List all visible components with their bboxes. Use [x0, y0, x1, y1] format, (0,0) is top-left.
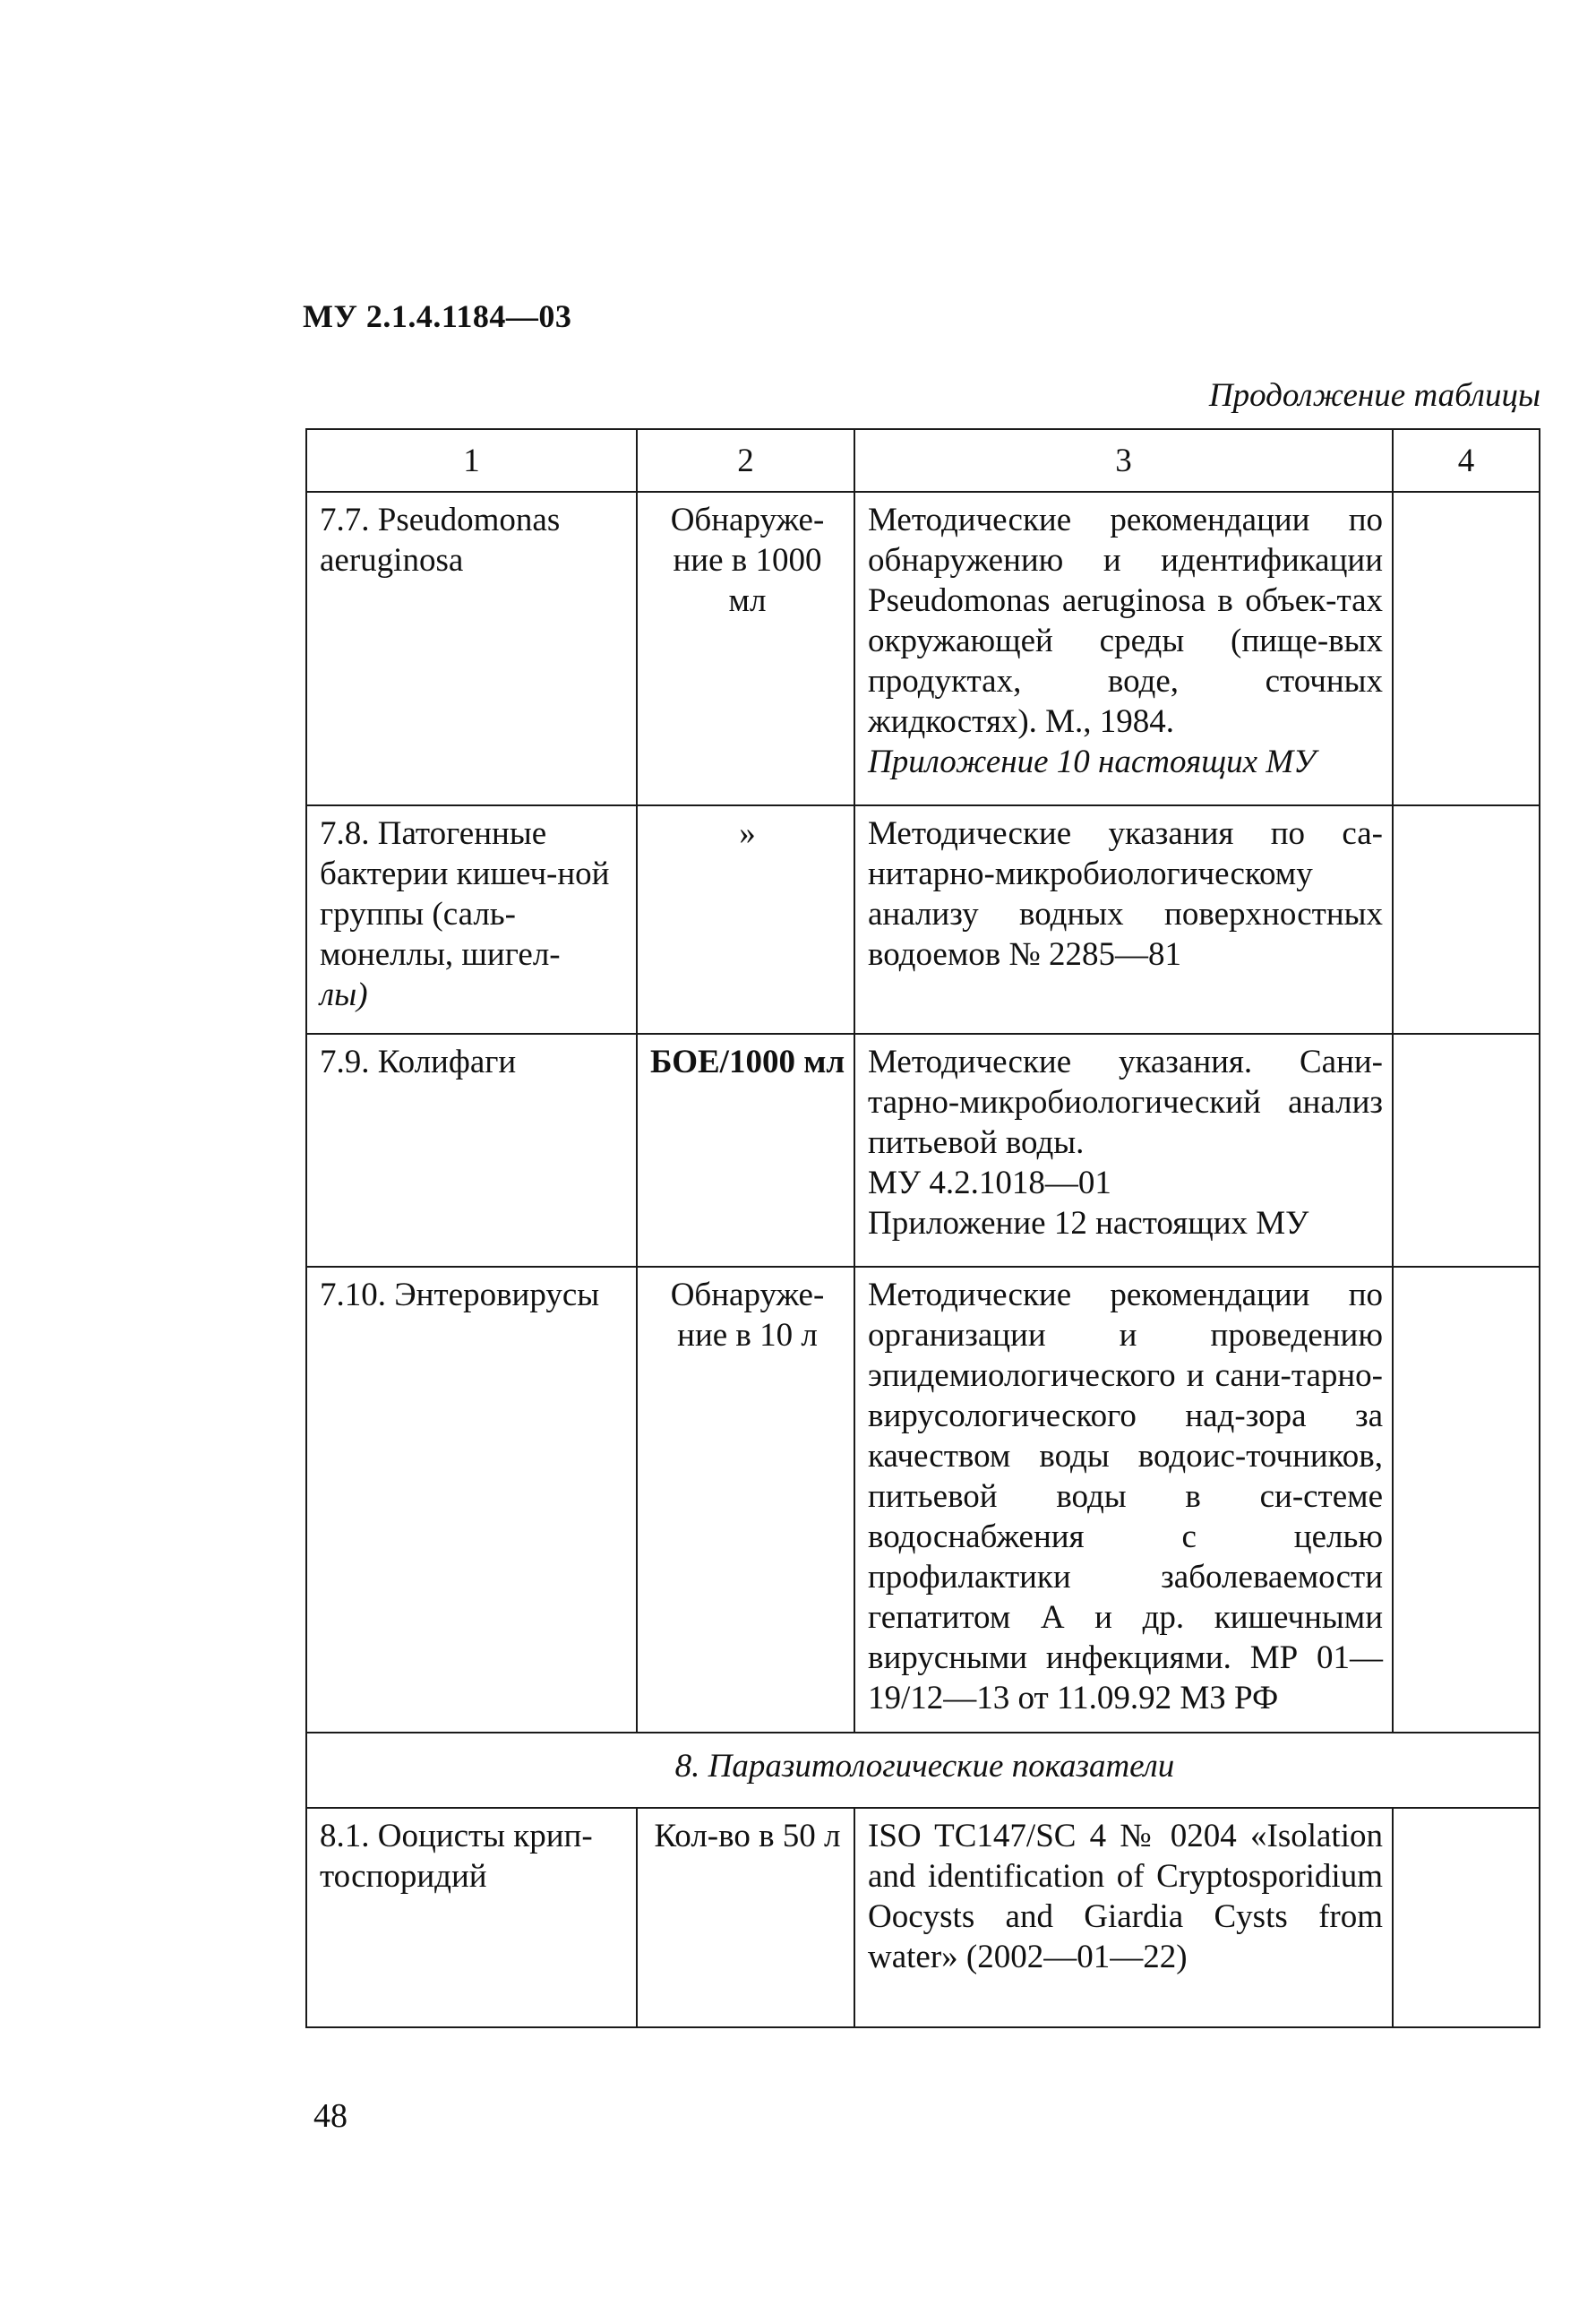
section-row: [306, 1733, 1540, 1808]
table-continuation-label: Продолжение таблицы: [1208, 377, 1540, 414]
unit-cell: Обнаруже-ние в 10 л: [637, 1267, 854, 1733]
method-reference: МУ 4.2.1018—01: [868, 1165, 1111, 1201]
column-header-3: 3: [854, 429, 1393, 492]
table-row: [306, 805, 1540, 1034]
standards-table: [305, 428, 1540, 2028]
method-text: Методические указания. Сани-тарно-микробиологический анализ питьевой воды.: [868, 1044, 1383, 1161]
table-row: [306, 1808, 1540, 2027]
unit-cell: »: [637, 805, 854, 1034]
indicator-cell: 7.10. Энтеровирусы: [306, 1267, 637, 1733]
table-header-row: [306, 429, 1540, 492]
method-text: Методические рекомендации по обнаружению и идентификации Pseudomonas aeruginosa в объек-тах окружающей среды (пище-вых продуктах, воде, сточных жидкостях). М., 1984.: [868, 502, 1383, 740]
column-header-1: 1: [306, 429, 637, 492]
unit-cell: [637, 1034, 854, 1267]
extra-cell: [1393, 805, 1540, 1034]
method-cell: [854, 492, 1393, 805]
extra-cell: [1393, 1034, 1540, 1267]
unit-cell: Кол-во в 50 л: [637, 1808, 854, 2027]
column-header-4: 4: [1393, 429, 1540, 492]
page-number: 48: [313, 2097, 348, 2135]
method-cell: [854, 1034, 1393, 1267]
method-note: Приложение 12 настоящих МУ: [868, 1205, 1309, 1242]
extra-cell: [1393, 1267, 1540, 1733]
indicator-cell: [306, 805, 637, 1034]
section-heading: 8. Паразитологические показатели: [306, 1733, 1540, 1808]
method-cell: Методические рекомендации по организации и проведению эпидемиологического и сани-тарно-вирусологического над-зора за качеством воды водоис-точников, питьевой воды в си-стеме водоснабжения с целью профилактики заболеваемости гепатитом А и др. кишечными вирусными инфекциями. МР 01—19/12—13 от 11.09.92 МЗ РФ: [854, 1267, 1393, 1733]
method-cell: Методические указания по са-нитарно-микробиологическому анализу водных поверхностных водоемов № 2285—81: [854, 805, 1393, 1034]
method-note: Приложение 10 настоящих МУ: [868, 744, 1317, 780]
unit-cell: Обнаруже-ние в 1000 мл: [637, 492, 854, 805]
indicator-cell: 7.9. Колифаги: [306, 1034, 637, 1267]
table-row: [306, 1034, 1540, 1267]
extra-cell: [1393, 1808, 1540, 2027]
document-code: МУ 2.1.4.1184—03: [303, 298, 572, 334]
table-row: [306, 1267, 1540, 1733]
table-row: [306, 492, 1540, 805]
unit-text: БОЕ/1000 мл: [650, 1044, 845, 1080]
indicator-text: 7.8. Патогенные бактерии кишеч-ной группы (саль-монеллы, шигел-: [320, 815, 610, 973]
indicator-cell: 7.7. Pseudomonas aeruginosa: [306, 492, 637, 805]
extra-cell: [1393, 492, 1540, 805]
column-header-2: 2: [637, 429, 854, 492]
method-cell: ISO TC147/SC 4 № 0204 «Isolation and identification of Cryptosporidium Oocysts and Giardia Cysts from water» (2002—01—22): [854, 1808, 1393, 2027]
indicator-cell: 8.1. Ооцисты крип-тоспоридий: [306, 1808, 637, 2027]
indicator-text-italic: лы): [320, 976, 368, 1013]
